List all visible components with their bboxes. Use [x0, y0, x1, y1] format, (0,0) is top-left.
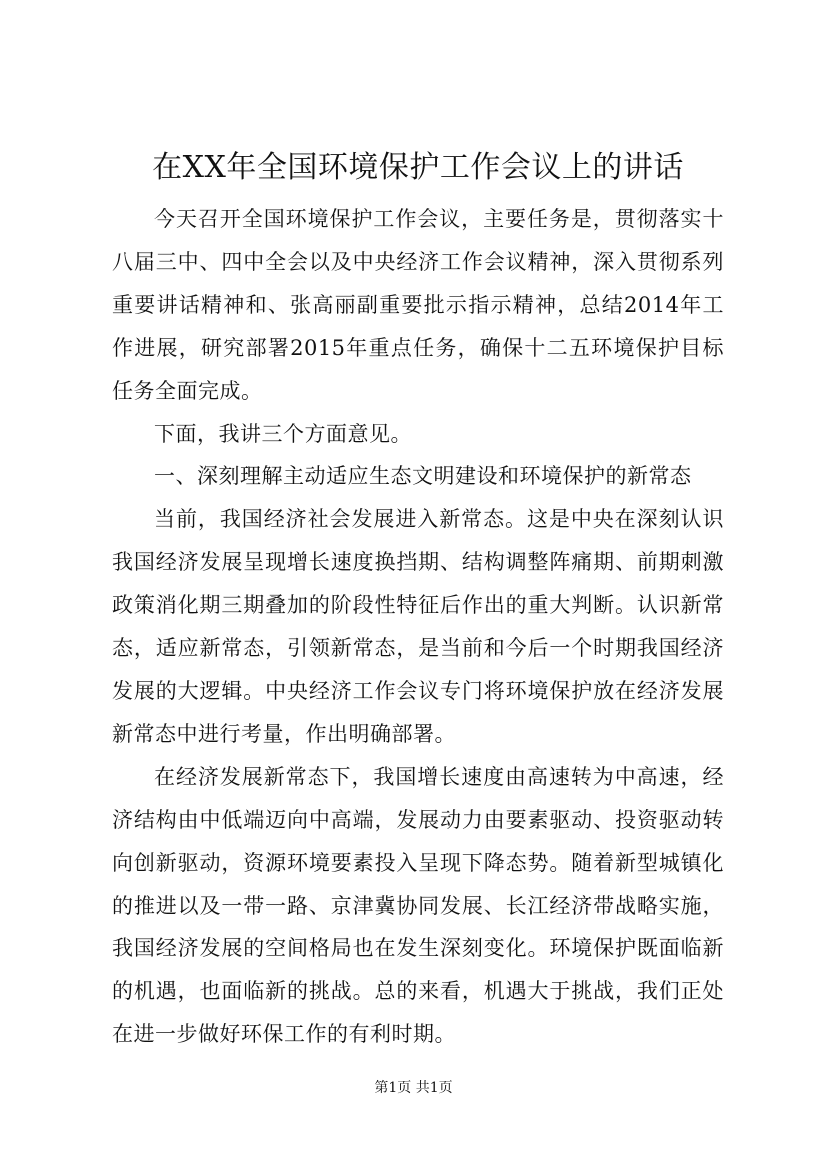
paragraph-outline: 下面，我讲三个方面意见。 — [154, 421, 412, 446]
paragraph-new-normal: 当前，我国经济社会发展进入新常态。这是中央在深刻认识我国经济发展呈现增长速度换挡期、结构调整阵痛期、前期刺激政策消化期三期叠加的阶段性特征后作出的重大判断。认识新常态，适应新常态，引领新常态，是当前和今后一个时期我国经济发展的大逻辑。中央经济工作会议专门将环境保护放在经济发展新常态中进行考量，作出明确部署。 — [112, 507, 724, 746]
paragraph-opportunities: 在经济发展新常态下，我国增长速度由高速转为中高速，经济结构由中低端迈向中高端，发展动力由要素驱动、投资驱动转向创新驱动，资源环境要素投入呈现下降态势。随着新型城镇化的推进以及一带一路、京津冀协同发展、长江经济带战略实施，我国经济发展的空间格局也在发生深刻变化。环境保护既面临新的机遇，也面临新的挑战。总的来看，机遇大于挑战，我们正处在进一步做好环保工作的有利时期。 — [112, 764, 724, 1047]
section-heading-1: 一、深刻理解主动适应生态文明建设和环境保护的新常态 — [154, 464, 692, 489]
document-title: 在XX年全国环境保护工作会议上的讲话 — [152, 150, 684, 185]
document-body — [112, 146, 724, 1056]
paragraph-opening: 今天召开全国环境保护工作会议，主要任务是，贯彻落实十八届三中、四中全会以及中央经济工作会议精神，深入贯彻系列重要讲话精神和、张高丽副重要批示指示精神，总结2014年工作进展，研究部署2015年重点任务，确保十二五环境保护目标任务全面完成。 — [112, 207, 724, 403]
page-footer: 第1页 共1页 — [374, 1080, 453, 1096]
